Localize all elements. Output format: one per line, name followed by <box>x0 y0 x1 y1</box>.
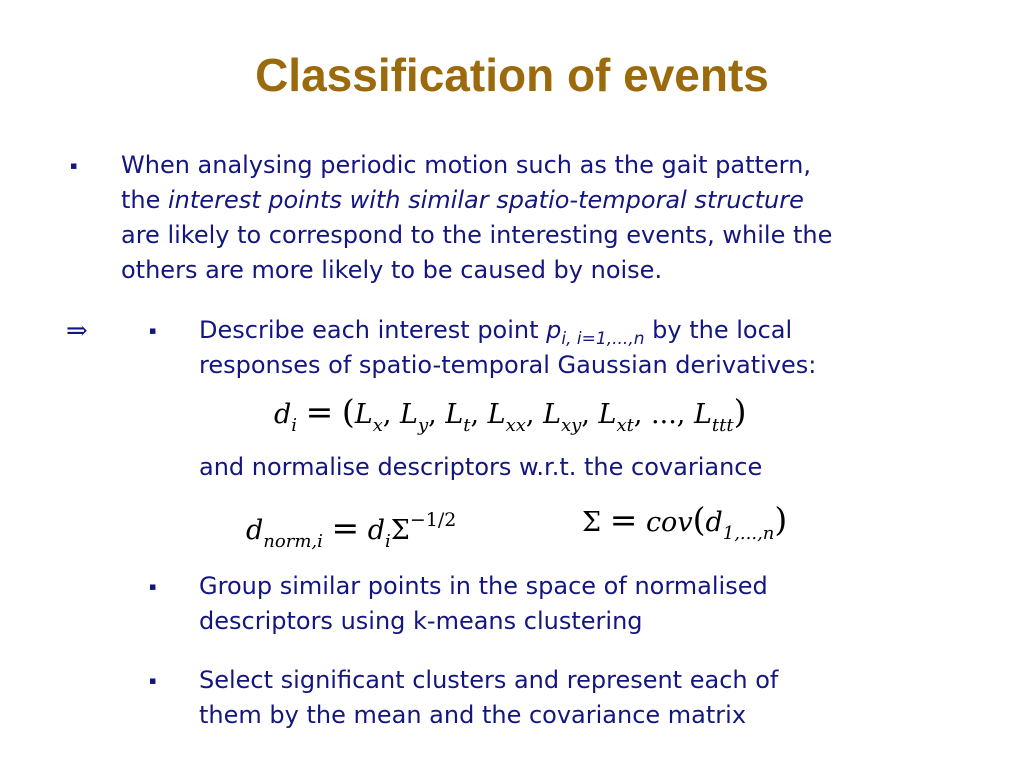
descriptor-equation: $d_i = (L_x$, $L_y$, $L_t$, $L_{xx}$, $L_{xy}$, $L_{xt}$, ..., $L_{ttt}$) <box>274 392 747 436</box>
point2-p-symbol: p <box>546 316 562 344</box>
point2-line1-suffix: by the local <box>644 316 793 344</box>
point1-line3: are likely to correspond to the interesting events, while the <box>121 221 833 249</box>
point1-line2-italic: interest points with similar spatio-temporal structure <box>168 186 804 214</box>
bullet-2: ▪ <box>149 324 157 337</box>
point2-p-subscript: i, i=1,...,n <box>561 329 645 349</box>
point4-line1: Select significant clusters and represent each of <box>199 666 779 694</box>
bullet-4: ▪ <box>149 674 157 687</box>
implies-arrow-icon: ⇒ <box>66 316 88 346</box>
covariance-equation: $\Sigma = cov(d_{1,...,n})$ <box>582 500 788 544</box>
point2-line1-prefix: Describe each interest point <box>199 316 547 344</box>
slide-title: Classification of events <box>255 49 769 101</box>
bullet-3: ▪ <box>149 580 157 593</box>
point2-line2: responses of spatio-temporal Gaussian derivatives: <box>199 351 817 379</box>
point2-after-equation: and normalise descriptors w.r.t. the covariance <box>199 453 763 481</box>
point1-line1: When analysing periodic motion such as the gait pattern, <box>121 151 811 179</box>
point3-line1: Group similar points in the space of normalised <box>199 572 768 600</box>
point3-line2: descriptors using k-means clustering <box>199 607 643 635</box>
point1-line4: others are more likely to be caused by noise. <box>121 256 663 284</box>
point1-line2-prefix: the <box>121 186 169 214</box>
normalisation-equation: $d_{norm,i} = d_i\Sigma^{-1/2}$ <box>246 508 457 552</box>
bullet-1: ▪ <box>70 159 78 172</box>
point4-line2: them by the mean and the covariance matrix <box>199 701 747 729</box>
point1-line2 <box>121 183 804 218</box>
